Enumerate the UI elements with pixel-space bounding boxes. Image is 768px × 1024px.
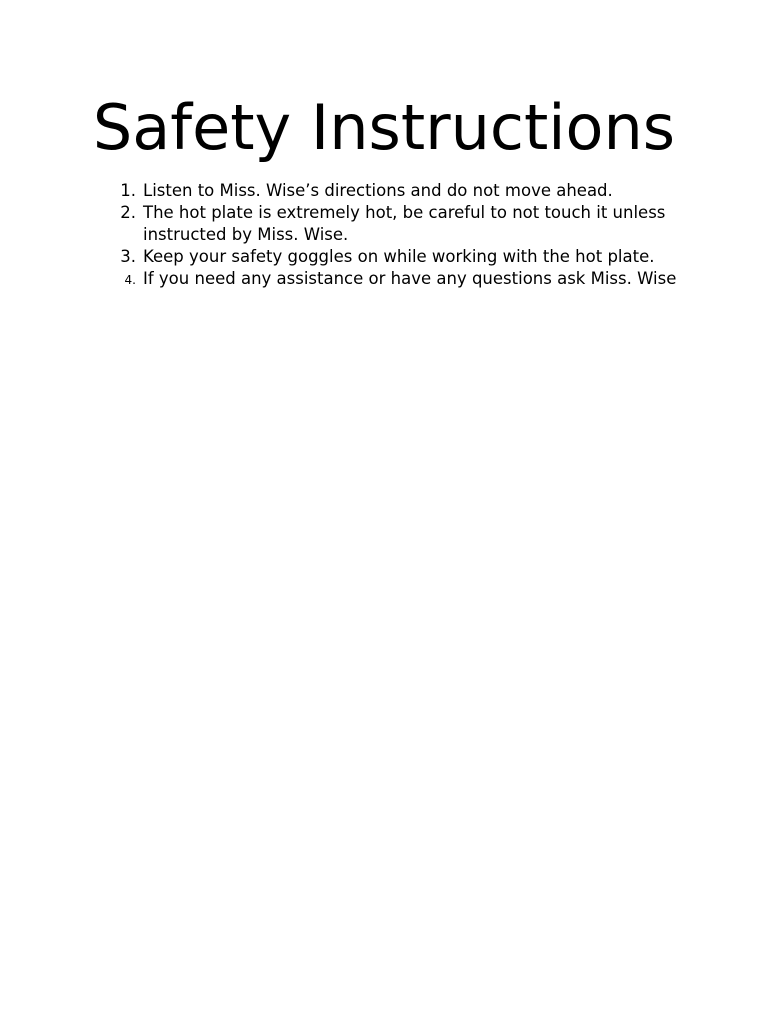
list-item-number: 1. xyxy=(120,181,136,200)
list-item xyxy=(108,202,688,246)
page-title: Safety Instructions xyxy=(92,91,676,164)
list-item-text: If you need any assistance or have any questions ask Miss. Wise xyxy=(143,269,677,288)
list-item-text: Keep your safety goggles on while working with the hot plate. xyxy=(143,247,655,266)
list-item xyxy=(108,268,688,291)
list-item-text: The hot plate is extremely hot, be careful to not touch it unless instructed by Miss. Wise. xyxy=(143,203,666,244)
list-item-number: 2. xyxy=(120,203,136,222)
safety-instructions-list xyxy=(108,180,688,291)
list-item xyxy=(108,180,688,202)
list-item-number: 3. xyxy=(120,247,136,266)
list-item-number: 4. xyxy=(124,273,136,287)
list-item-text: Listen to Miss. Wise’s directions and do not move ahead. xyxy=(143,181,613,200)
list-item xyxy=(108,246,688,268)
